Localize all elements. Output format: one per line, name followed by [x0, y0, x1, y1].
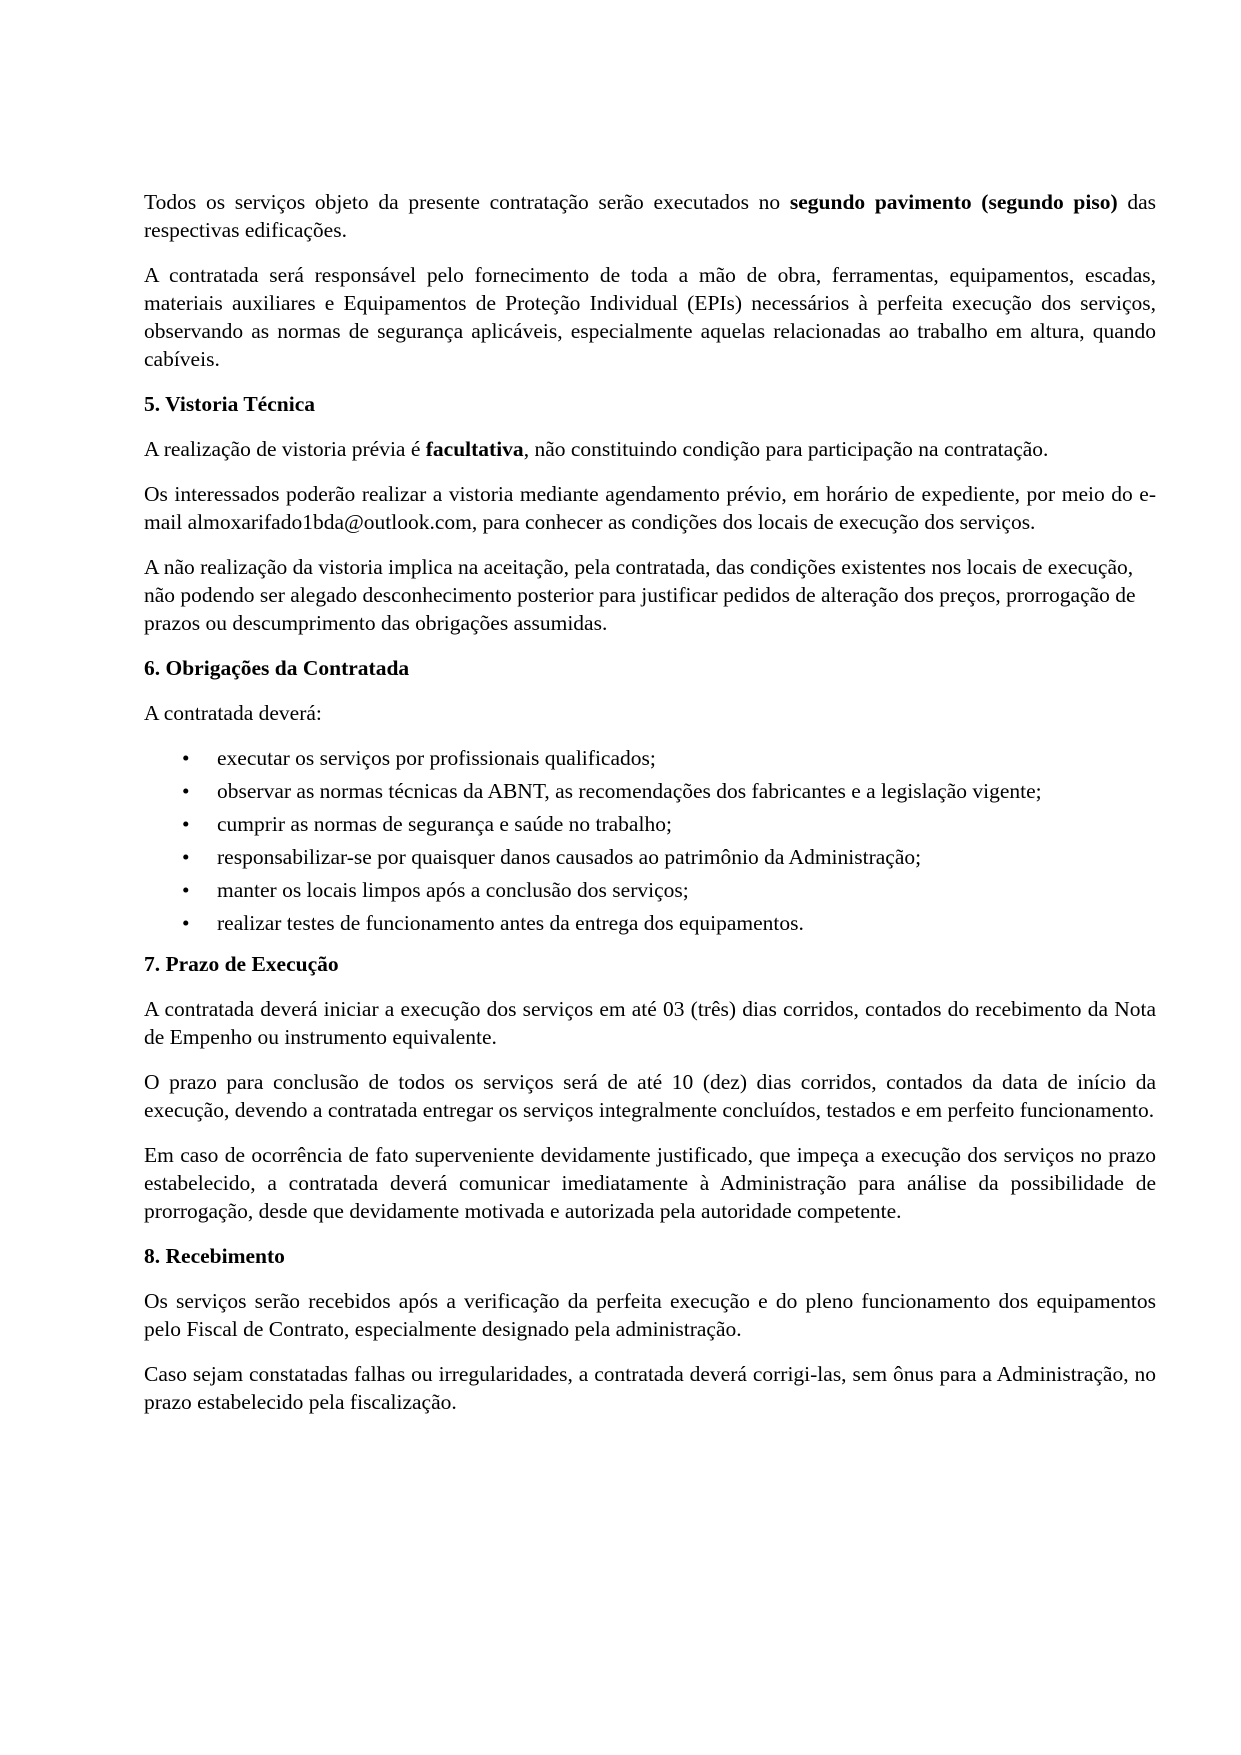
heading-section-7: 7. Prazo de Execução — [144, 952, 339, 976]
bullet-icon: • — [182, 812, 190, 836]
heading-section-8: 8. Recebimento — [144, 1244, 285, 1268]
list-item: • manter os locais limpos após a conclusão dos serviços; — [182, 878, 689, 902]
list-item: • realizar testes de funcionamento antes da entrega dos equipamentos. — [182, 911, 804, 935]
bullet-icon: • — [182, 911, 190, 935]
bullet-icon: • — [182, 779, 190, 803]
obligations-list — [144, 744, 1156, 942]
paragraph-completion-deadline: O prazo para conclusão de todos os serviços será de até 10 (dez) dias corridos, contados da data de início da execução, devendo a contratada entregar os serviços integralmente concluídos, testados e em perfeito funcionamento. — [144, 1070, 1156, 1122]
heading-section-6: 6. Obrigações da Contratada — [144, 656, 410, 680]
list-item: • executar os serviços por profissionais qualificados; — [182, 746, 656, 770]
paragraph-responsibility: A contratada será responsável pelo fornecimento de toda a mão de obra, ferramentas, equipamentos, escadas, materiais auxiliares e Equipamentos de Proteção Individual (EPIs) necessários à perfeita execução dos serviços, observando as normas de segurança aplicáveis, especialmente aquelas relacionadas ao trabalho em altura, quando cabíveis. — [144, 263, 1156, 371]
bullet-icon: • — [182, 878, 190, 902]
paragraph-vistoria-optional: A realização de vistoria prévia é facultativa, não constituindo condição para participação na contratação. — [144, 437, 1049, 461]
heading-section-5: 5. Vistoria Técnica — [144, 392, 315, 416]
list-item: • cumprir as normas de segurança e saúde no trabalho; — [182, 812, 672, 836]
paragraph-extension: Em caso de ocorrência de fato superveniente devidamente justificado, que impeça a execução dos serviços no prazo estabelecido, a contratada deverá comunicar imediatamente à Administração para análise da possibilidade de prorrogação, desde que devidamente motivada e autorizada pela autoridade competente. — [144, 1143, 1156, 1223]
bullet-icon: • — [182, 746, 190, 770]
paragraph-location: Todos os serviços objeto da presente contratação serão executados no segundo pavimento (segundo piso) das respectivas edificações. — [144, 190, 1156, 242]
document-page — [144, 188, 1156, 1433]
paragraph-vistoria-acceptance: A não realização da vistoria implica na aceitação, pela contratada, das condições existentes nos locais de execução, não podendo ser alegado desconhecimento posterior para justificar pedidos de alteração dos preços, prorrogação de prazos ou descumprimento das obrigações assumidas. — [144, 555, 1136, 635]
bullet-icon: • — [182, 845, 190, 869]
bold-facultativa: facultativa — [425, 437, 524, 461]
bold-location: segundo pavimento (segundo piso) — [789, 190, 1118, 214]
paragraph-vistoria-scheduling: Os interessados poderão realizar a vistoria mediante agendamento prévio, em horário de expediente, por meio do e-mail almoxarifado1bda@outlook.com, para conhecer as condições dos locais de execução dos serviços. — [144, 482, 1156, 534]
paragraph-start-deadline: A contratada deverá iniciar a execução dos serviços em até 03 (três) dias corridos, contados do recebimento da Nota de Empenho ou instrumento equivalente. — [144, 997, 1156, 1049]
paragraph-obligations-intro: A contratada deverá: — [144, 701, 322, 725]
list-item: • responsabilizar-se por quaisquer danos causados ao patrimônio da Administração; — [182, 845, 922, 869]
paragraph-corrections: Caso sejam constatadas falhas ou irregularidades, a contratada deverá corrigi-las, sem ônus para a Administração, no prazo estabelecido pela fiscalização. — [144, 1362, 1156, 1414]
paragraph-receipt: Os serviços serão recebidos após a verificação da perfeita execução e do pleno funcionamento dos equipamentos pelo Fiscal de Contrato, especialmente designado pela administração. — [144, 1289, 1156, 1341]
list-item: • observar as normas técnicas da ABNT, as recomendações dos fabricantes e a legislação vigente; — [182, 779, 1042, 803]
